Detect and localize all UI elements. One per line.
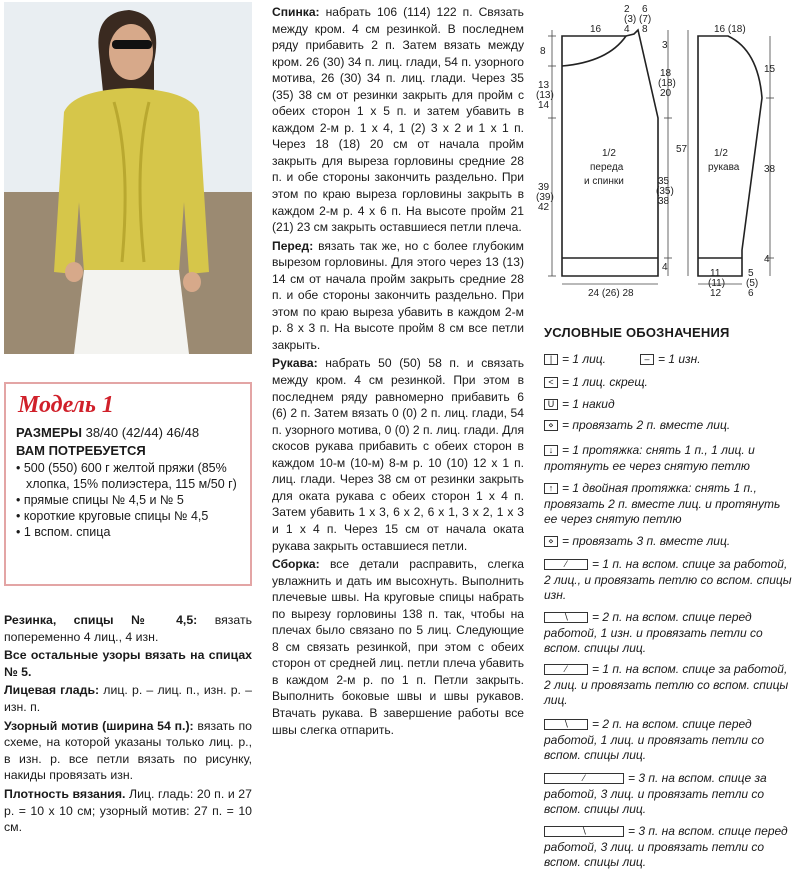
paragraph-head: Узорный мотив (ширина 54 п.): bbox=[4, 718, 194, 733]
dim-side-3: 38 bbox=[658, 196, 670, 207]
twisted-knit-symbol-icon: < bbox=[544, 377, 558, 388]
legend-text: = 3 п. на вспом. спице за работой, 3 лиц. и провязать петли со вспом. спицы лиц. bbox=[544, 771, 767, 816]
legend-text: = 1 протяжка: снять 1 п., 1 лиц. и протянуть ее через снятую петлю bbox=[544, 443, 755, 473]
paragraph bbox=[4, 718, 252, 784]
dim-rib: 4 bbox=[662, 262, 668, 273]
left-text-column bbox=[4, 612, 252, 838]
front-label-2: переда bbox=[590, 162, 624, 173]
dim-right-top: 3 bbox=[662, 40, 668, 51]
knit-symbol-icon: | bbox=[544, 354, 558, 365]
cable-1-2-back-purl-icon: ⁄ bbox=[544, 559, 588, 570]
dim-width: 24 (26) 28 bbox=[588, 288, 634, 299]
dim-left-8: 8 bbox=[540, 46, 546, 57]
legend-item bbox=[640, 352, 790, 368]
dim-left-13-3: 14 bbox=[538, 100, 550, 111]
yarn-over-symbol-icon: U bbox=[544, 399, 558, 410]
paragraph-body: все детали расправить, слегка увлажнить и дать им высохнуть. Выполнить плечевые швы. На круговые спицы набрать по вырезу горловины 138 п. так, чтобы на плечах было связано по 5 лиц. Следующие 8 см связать резинкой, при этом с обеих сторон от средней лиц. петли плеча убавить в каждом 2-м р. по 1 п. Петли закрыть. Выполнить боковые швы и швы рукавов. Втачать рукава. В завершение работы все швы слегка отпарить. bbox=[272, 557, 524, 737]
paragraph-body: Лиц. гладь: 20 п. и 27 р. = 10 х 10 см; узорный мотив: 27 п. = 10 см. bbox=[4, 786, 252, 835]
legend-text: = 1 изн. bbox=[658, 352, 701, 366]
dim-armhole-3: 20 bbox=[660, 88, 672, 99]
dim-sleeve-bottom-left-2: (11) bbox=[708, 278, 726, 289]
dim-neck-depth: 6 bbox=[642, 4, 648, 15]
legend-text: = провязать 2 п. вместе лиц. bbox=[562, 418, 731, 432]
legend-item bbox=[544, 610, 796, 657]
legend-item bbox=[544, 481, 796, 528]
cable-3-3-back-icon: ⁄ bbox=[544, 773, 624, 784]
dim-left-13-2: (13) bbox=[536, 90, 554, 101]
legend-text: = 1 двойная протяжка: снять 1 п., провязать 2 п. вместе лиц. и протянуть ее через снятую петлю bbox=[544, 481, 781, 526]
legend-text: = 2 п. на вспом. спице перед работой, 1 лиц. и провязать петли со вспом. спицы лиц. bbox=[544, 717, 765, 762]
dim-sleeve-bottom-right: 5 bbox=[748, 268, 754, 279]
paragraph-head: Плотность вязания. bbox=[4, 786, 126, 801]
dimension-labels bbox=[536, 4, 776, 299]
paragraph bbox=[4, 612, 252, 645]
paragraph-body: набрать 106 (114) 122 п. Связать между кром. 4 см резинкой. В последнем ряду прибавить 2 п. Затем вязать между кром. 26 (30) 34 п. лиц. глади, 54 п. узорного мотива, 26 (30) 34 п. лиц. глади. Через 35 (35) 38 см от резинки закрыть для пройм с обеих сторон 1 х 5 п. и затем убавить в каждом 2-м р. 1 х 4, 1 (2) 3 х 2 и 1 х 1 п. Через 18 (18) 20 см от начала пройм закрыть для выреза горловины средние 28 п. и обе стороны закончить раздельно. При этом по краю выреза горловины закрыть в каждом 2-м р. 4 х 6 п. На высоте пройм 21 (21) 23 см закрыть оставшиеся петли плеча. bbox=[272, 5, 524, 235]
dim-sleeve-bottom-right-2: (5) bbox=[746, 278, 759, 289]
need-label: ВАМ ПОТРЕБУЕТСЯ bbox=[16, 443, 146, 458]
paragraph-head: Резинка, спицы № 4,5: bbox=[4, 613, 198, 627]
dim-side: 35 bbox=[658, 176, 670, 187]
paragraph-body: лиц. р. – лиц. п., изн. р. – изн. п. bbox=[4, 683, 252, 714]
legend-text: = 1 лиц. скрещ. bbox=[562, 375, 648, 389]
dim-side-2: (35) bbox=[656, 186, 674, 197]
dim-left-39-2: (39) bbox=[536, 192, 554, 203]
dim-sleeve-38: 38 bbox=[764, 164, 776, 175]
sizes-label: РАЗМЕРЫ bbox=[16, 425, 82, 440]
paragraph-head: Рукава: bbox=[272, 356, 318, 371]
material-item: • 500 (550) 600 г желтой пряжи (85% хлопка, 15% полиэстера, 115 м/50 г) bbox=[16, 461, 237, 491]
front-label-3: и спинки bbox=[584, 176, 624, 187]
purl-symbol-icon: – bbox=[640, 354, 654, 365]
materials-list bbox=[16, 460, 240, 540]
paragraph-body: вязать так же, но с более глубоким вырезом горловины. Для этого через 13 (13) 14 см от начала пройм закрыть средние 28 п. и обе стороны закончить раздельно. При этом по краю выреза убавить в каждом 2-м р. 8 х 3 п. На высоте пройм 8 см все петли закрыть. bbox=[272, 238, 524, 352]
legend-text: = провязать 3 п. вместе лиц. bbox=[562, 534, 731, 548]
k3tog-symbol-icon: ⋄ bbox=[544, 536, 558, 547]
dim-armhole: 18 bbox=[660, 68, 672, 79]
middle-text-column bbox=[272, 4, 524, 740]
dim-left-39: 39 bbox=[538, 182, 550, 193]
dim-neck-depth-3: 8 bbox=[642, 24, 648, 35]
legend-item bbox=[544, 534, 796, 550]
paragraph-body: набрать 50 (50) 58 п. и связать между кром. 4 см резинкой. При этом в последнем ряду равномерно прибавить 6 (6) 2 п. Затем вязать 0 (0) 2 п. лиц. глади, 54 п. узорного мотива, 0 (0) 2 п. лиц. глади. Для скосов рукава прибавить с обеих сторон в каждом 10-м (10-м) 8-м р. 10 (10) 12 х 1 п. лиц. глади. Через 38 см от резинки закрыть для оката рукава с обеих сторон 1 х 4 п. Затем убавить 1 х 3, 6 х 2, 6 х 1, 3 х 2, 1 х 3 и 1 х 4 п. Через 15 см от начала оката рукава закрыть оставшиеся петли. bbox=[272, 356, 524, 553]
dim-shoulder-2: (3) bbox=[624, 14, 637, 25]
pattern-schematic bbox=[538, 0, 800, 310]
legend-text: = 2 п. на вспом. спице перед работой, 1 изн. и провязать петли со вспом. спицы лиц. bbox=[544, 610, 763, 655]
legend-item bbox=[544, 662, 796, 709]
k2tog-symbol-icon: ⋄ bbox=[544, 420, 558, 431]
dim-neck-depth-2: (7) bbox=[639, 14, 652, 25]
cable-3-3-front-icon: ∖ bbox=[544, 826, 624, 837]
material-item: • прямые спицы № 4,5 и № 5 bbox=[16, 493, 184, 507]
legend-item bbox=[544, 824, 796, 871]
paragraph bbox=[4, 682, 252, 715]
dim-armhole-2: (18) bbox=[658, 78, 676, 89]
material-item: • 1 вспом. спица bbox=[16, 525, 111, 539]
dim-sleeve-bottom-left: 11 bbox=[710, 268, 721, 279]
dim-sleeve-top: 16 (18) bbox=[714, 24, 746, 35]
sizes-value: 38/40 (42/44) 46/48 bbox=[85, 425, 200, 440]
paragraph-head: Все остальные узоры вязать на спицах № 5. bbox=[4, 648, 252, 679]
dim-left-13: 13 bbox=[538, 80, 550, 91]
paragraph-body: вязать попеременно 4 лиц., 4 изн. bbox=[4, 613, 252, 644]
dim-shoulder: 2 bbox=[624, 4, 630, 15]
legend-title: УСЛОВНЫЕ ОБОЗНАЧЕНИЯ bbox=[544, 325, 730, 340]
paragraph bbox=[272, 238, 524, 354]
legend-text: = 1 накид bbox=[562, 397, 615, 411]
legend-item bbox=[544, 375, 796, 391]
legend-text: = 1 лиц. bbox=[562, 352, 606, 366]
legend-item bbox=[544, 443, 796, 474]
paragraph bbox=[272, 4, 524, 236]
legend-item bbox=[544, 557, 796, 604]
paragraph bbox=[4, 647, 252, 680]
sleeve-label: 1/2 bbox=[714, 148, 728, 159]
cable-1-2-back-knit-icon: ⁄ bbox=[544, 664, 588, 675]
paragraph-body: вязать по схеме, на которой указаны только лиц. р., в изн. р. все петли вязать по рисунку, накиды провязать изн. bbox=[4, 718, 252, 783]
double-decrease-symbol-icon: ↑ bbox=[544, 483, 558, 494]
cable-2-1-front-knit-icon: ∖ bbox=[544, 719, 588, 730]
model-title: Модель 1 bbox=[18, 392, 114, 418]
legend-item bbox=[544, 771, 796, 818]
dim-shoulder-3: 4 bbox=[624, 24, 630, 35]
paragraph bbox=[272, 556, 524, 738]
legend-text: = 1 п. на вспом. спице за работой, 2 лиц. и провязать петлю со вспом. спицы лиц. bbox=[544, 662, 789, 707]
sleeve-label-2: рукава bbox=[708, 162, 740, 173]
dim-sleeve-4: 4 bbox=[764, 254, 770, 265]
dim-sleeve-57: 57 bbox=[676, 144, 688, 155]
legend-item bbox=[544, 717, 796, 764]
paragraph-head: Перед: bbox=[272, 238, 314, 253]
paragraph bbox=[4, 786, 252, 836]
dim-sleeve-bottom-right-3: 6 bbox=[748, 288, 754, 299]
slip-decrease-symbol-icon: ↓ bbox=[544, 445, 558, 456]
paragraph-head: Сборка: bbox=[272, 557, 320, 572]
dim-top-neck: 16 bbox=[590, 24, 602, 35]
legend-text: = 3 п. на вспом. спице перед работой, 3 лиц. и провязать петли со вспом. спицы лиц. bbox=[544, 824, 788, 869]
dim-sleeve-15: 15 bbox=[764, 64, 776, 75]
sizes-line bbox=[16, 425, 240, 440]
dim-left-39-3: 42 bbox=[538, 202, 550, 213]
paragraph-head: Спинка: bbox=[272, 5, 320, 19]
paragraph bbox=[272, 355, 524, 554]
sleeve-outline bbox=[698, 36, 762, 276]
model-photo bbox=[4, 2, 252, 354]
legend-item bbox=[544, 418, 796, 434]
front-label: 1/2 bbox=[602, 148, 616, 159]
dim-sleeve-bottom-left-3: 12 bbox=[710, 288, 722, 299]
legend-item bbox=[544, 397, 796, 413]
material-item: • короткие круговые спицы № 4,5 bbox=[16, 509, 209, 523]
woman-in-yellow-sweater-image bbox=[4, 2, 252, 354]
paragraph-head: Лицевая гладь: bbox=[4, 683, 100, 698]
legend-text: = 1 п. на вспом. спице за работой, 2 лиц., и провязать петлю со вспом. спицы изн. bbox=[544, 557, 792, 602]
model-info-box bbox=[4, 382, 252, 586]
cable-2-1-front-purl-icon: ∖ bbox=[544, 612, 588, 623]
